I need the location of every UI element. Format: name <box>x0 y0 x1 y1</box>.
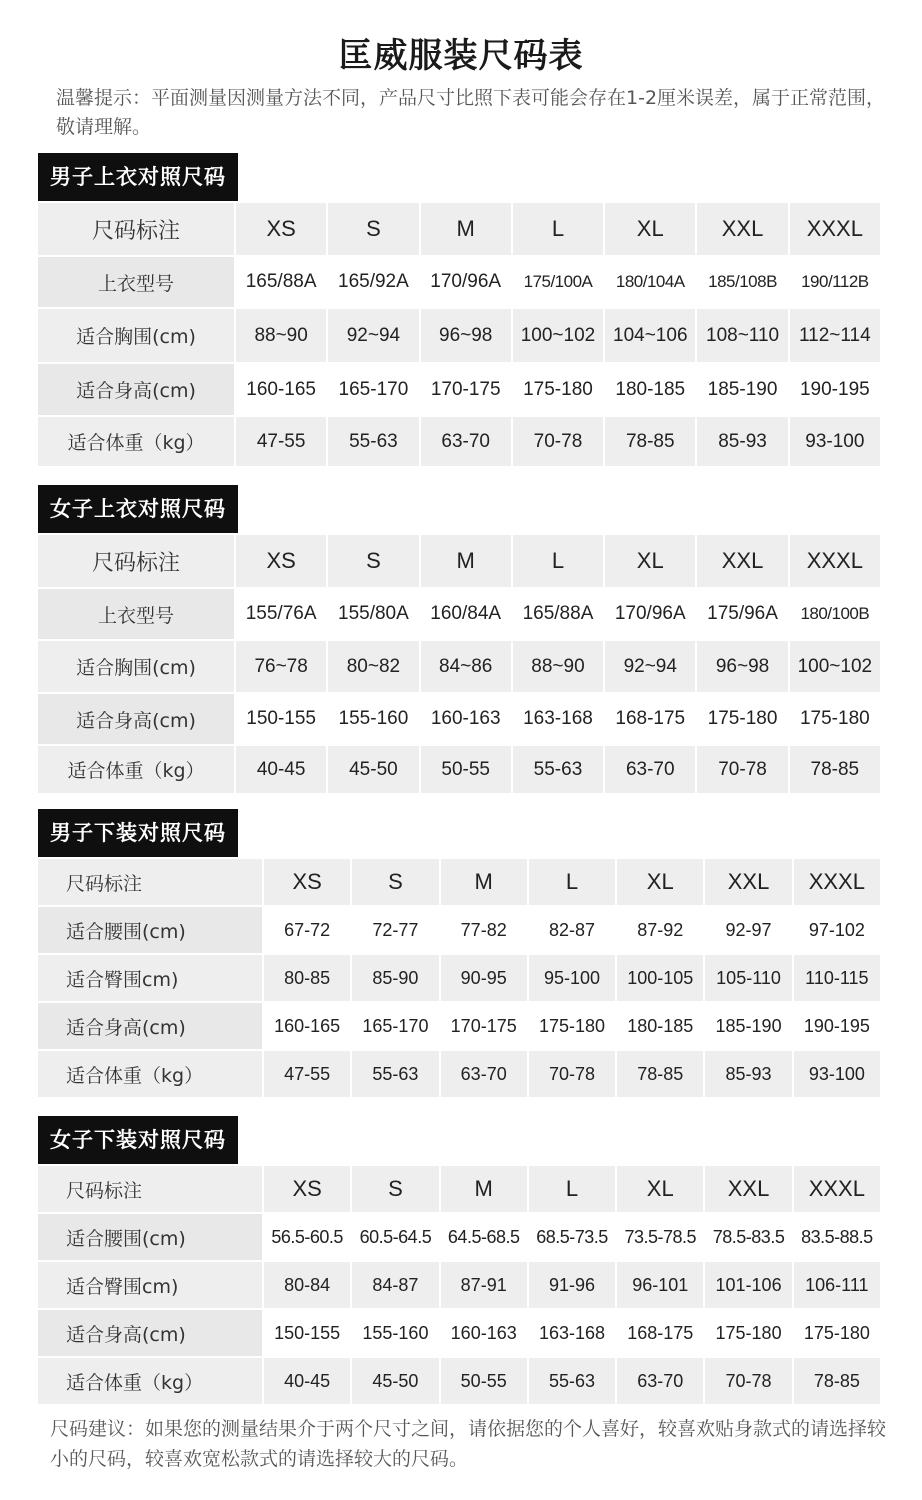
size-code-cell: XS <box>264 1166 350 1212</box>
table-cell: 175-180 <box>697 694 787 744</box>
table-cell: 175/100A <box>513 257 603 307</box>
table-cell: 170-175 <box>441 1003 527 1049</box>
table-cell: 84-87 <box>352 1262 438 1308</box>
size-header-row <box>38 1166 880 1212</box>
size-code-cell: S <box>328 203 418 255</box>
table-cell: 63-70 <box>617 1358 703 1404</box>
table-row <box>38 257 880 307</box>
table-cell: 180-185 <box>617 1003 703 1049</box>
size-code-cell: XXL <box>697 535 787 587</box>
table-cell: 55-63 <box>352 1051 438 1097</box>
row-label: 尺码标注 <box>38 535 234 587</box>
table-cell: 63-70 <box>421 417 511 466</box>
table-cell: 85-93 <box>697 417 787 466</box>
table-cell: 168-175 <box>617 1310 703 1356</box>
size-code-cell: XXL <box>705 859 791 905</box>
size-code-cell: XXXL <box>794 1166 880 1212</box>
size-code-cell: XXXL <box>790 203 880 255</box>
table-cell: 190-195 <box>794 1003 880 1049</box>
size-code-cell: S <box>328 535 418 587</box>
size-code-cell: XL <box>617 1166 703 1212</box>
table-cell: 55-63 <box>328 417 418 466</box>
table-cell: 93-100 <box>794 1051 880 1097</box>
table-cell: 168-175 <box>605 694 695 744</box>
table-cell: 84~86 <box>421 641 511 692</box>
table-cell: 55-63 <box>529 1358 615 1404</box>
row-label: 适合胸围(cm) <box>38 641 234 692</box>
table-row <box>38 1262 880 1308</box>
table-cell: 185/108B <box>697 257 787 307</box>
table-cell: 78-85 <box>794 1358 880 1404</box>
row-label: 适合腰围(cm) <box>38 1214 262 1260</box>
table-cell: 163-168 <box>513 694 603 744</box>
size-header-row <box>38 535 880 587</box>
table-cell: 165/88A <box>236 257 326 307</box>
table-row <box>38 417 880 466</box>
table-cell: 106-111 <box>794 1262 880 1308</box>
womens-bottoms-section <box>38 1116 884 1406</box>
table-cell: 70-78 <box>697 746 787 793</box>
table-row <box>38 1003 880 1049</box>
row-label: 适合胸围(cm) <box>38 309 234 362</box>
table-cell: 40-45 <box>236 746 326 793</box>
section-label: 男子上衣对照尺码 <box>38 153 238 201</box>
table-cell: 170/96A <box>421 257 511 307</box>
table-cell: 155-160 <box>328 694 418 744</box>
table-cell: 160-163 <box>441 1310 527 1356</box>
table-cell: 63-70 <box>441 1051 527 1097</box>
table-cell: 180/104A <box>605 257 695 307</box>
size-code-cell: XXL <box>697 203 787 255</box>
table-cell: 160-165 <box>264 1003 350 1049</box>
table-cell: 175-180 <box>790 694 880 744</box>
table-cell: 72-77 <box>352 907 438 953</box>
table-cell: 190-195 <box>790 364 880 415</box>
table-cell: 50-55 <box>421 746 511 793</box>
table-cell: 67-72 <box>264 907 350 953</box>
size-table <box>36 857 882 1099</box>
table-row <box>38 364 880 415</box>
table-cell: 160-165 <box>236 364 326 415</box>
table-cell: 185-190 <box>697 364 787 415</box>
table-cell: 163-168 <box>529 1310 615 1356</box>
row-label: 适合身高(cm) <box>38 1003 262 1049</box>
table-cell: 160/84A <box>421 589 511 639</box>
table-cell: 93-100 <box>790 417 880 466</box>
table-cell: 40-45 <box>264 1358 350 1404</box>
mens-bottoms-section <box>38 809 884 1099</box>
table-cell: 112~114 <box>790 309 880 362</box>
table-cell: 160-163 <box>421 694 511 744</box>
table-cell: 45-50 <box>352 1358 438 1404</box>
table-row <box>38 694 880 744</box>
table-cell: 96~98 <box>697 641 787 692</box>
table-cell: 180-185 <box>605 364 695 415</box>
table-row <box>38 641 880 692</box>
table-cell: 175/96A <box>697 589 787 639</box>
table-row <box>38 1051 880 1097</box>
table-cell: 100-105 <box>617 955 703 1001</box>
mens-tops-section <box>38 153 884 468</box>
row-label: 上衣型号 <box>38 257 234 307</box>
size-code-cell: M <box>421 203 511 255</box>
size-code-cell: M <box>421 535 511 587</box>
table-cell: 70-78 <box>513 417 603 466</box>
row-label: 适合体重（kg） <box>38 746 234 793</box>
size-header-row <box>38 203 880 255</box>
table-cell: 78-85 <box>790 746 880 793</box>
size-table <box>36 1164 882 1406</box>
table-row <box>38 589 880 639</box>
table-cell: 190/112B <box>790 257 880 307</box>
size-code-cell: XXL <box>705 1166 791 1212</box>
row-label: 适合体重（kg） <box>38 1358 262 1404</box>
size-code-cell: L <box>529 859 615 905</box>
row-label: 适合身高(cm) <box>38 364 234 415</box>
table-cell: 110-115 <box>794 955 880 1001</box>
size-table <box>36 201 882 468</box>
table-cell: 78-85 <box>605 417 695 466</box>
size-code-cell: L <box>529 1166 615 1212</box>
table-cell: 155/80A <box>328 589 418 639</box>
table-cell: 50-55 <box>441 1358 527 1404</box>
section-label: 男子下装对照尺码 <box>38 809 238 857</box>
size-code-cell: M <box>441 1166 527 1212</box>
size-code-cell: XL <box>617 859 703 905</box>
table-cell: 155/76A <box>236 589 326 639</box>
table-cell: 78.5-83.5 <box>705 1214 791 1260</box>
table-cell: 150-155 <box>236 694 326 744</box>
row-label: 适合腰围(cm) <box>38 907 262 953</box>
table-cell: 175-180 <box>794 1310 880 1356</box>
size-code-cell: XS <box>236 203 326 255</box>
table-cell: 175-180 <box>529 1003 615 1049</box>
section-label: 女子上衣对照尺码 <box>38 485 238 533</box>
table-cell: 105-110 <box>705 955 791 1001</box>
table-cell: 101-106 <box>705 1262 791 1308</box>
table-cell: 88~90 <box>236 309 326 362</box>
section-label: 女子下装对照尺码 <box>38 1116 238 1164</box>
table-cell: 100~102 <box>513 309 603 362</box>
row-label: 适合身高(cm) <box>38 1310 262 1356</box>
table-cell: 68.5-73.5 <box>529 1214 615 1260</box>
size-code-cell: L <box>513 203 603 255</box>
table-cell: 63-70 <box>605 746 695 793</box>
row-label: 尺码标注 <box>38 859 262 905</box>
table-cell: 108~110 <box>697 309 787 362</box>
row-label: 适合身高(cm) <box>38 694 234 744</box>
table-cell: 45-50 <box>328 746 418 793</box>
table-cell: 95-100 <box>529 955 615 1001</box>
table-cell: 55-63 <box>513 746 603 793</box>
size-code-cell: XXXL <box>794 859 880 905</box>
page-title: 匡威服装尺码表 <box>338 36 584 76</box>
size-code-cell: L <box>513 535 603 587</box>
table-cell: 47-55 <box>236 417 326 466</box>
size-header-row <box>38 859 880 905</box>
table-cell: 87-91 <box>441 1262 527 1308</box>
size-advice: 尺码建议：如果您的测量结果介于两个尺寸之间，请依据您的个人喜好，较喜欢贴身款式的请选择较小的尺码，较喜欢宽松款式的请选择较大的尺码。 <box>50 1418 887 1470</box>
table-row <box>38 955 880 1001</box>
table-cell: 155-160 <box>352 1310 438 1356</box>
table-cell: 87-92 <box>617 907 703 953</box>
row-label: 尺码标注 <box>38 203 234 255</box>
table-cell: 80-84 <box>264 1262 350 1308</box>
size-code-cell: S <box>352 1166 438 1212</box>
table-cell: 96~98 <box>421 309 511 362</box>
table-cell: 96-101 <box>617 1262 703 1308</box>
table-cell: 64.5-68.5 <box>441 1214 527 1260</box>
table-cell: 70-78 <box>529 1051 615 1097</box>
table-cell: 165/88A <box>513 589 603 639</box>
table-row <box>38 1214 880 1260</box>
row-label: 上衣型号 <box>38 589 234 639</box>
size-code-cell: XS <box>264 859 350 905</box>
table-cell: 165/92A <box>328 257 418 307</box>
table-cell: 70-78 <box>705 1358 791 1404</box>
table-cell: 170-175 <box>421 364 511 415</box>
table-cell: 85-93 <box>705 1051 791 1097</box>
table-cell: 78-85 <box>617 1051 703 1097</box>
table-row <box>38 746 880 793</box>
row-label: 适合体重（kg） <box>38 417 234 466</box>
size-code-cell: XL <box>605 203 695 255</box>
table-cell: 104~106 <box>605 309 695 362</box>
table-cell: 73.5-78.5 <box>617 1214 703 1260</box>
table-row <box>38 907 880 953</box>
size-code-cell: XS <box>236 535 326 587</box>
row-label: 尺码标注 <box>38 1166 262 1212</box>
table-cell: 92~94 <box>328 309 418 362</box>
measurement-tip: 温馨提示：平面测量因测量方法不同，产品尺寸比照下表可能会存在1-2厘米误差，属于正常范围，敬请理解。 <box>56 87 886 138</box>
size-code-cell: M <box>441 859 527 905</box>
table-cell: 82-87 <box>529 907 615 953</box>
table-cell: 180/100B <box>790 589 880 639</box>
table-cell: 60.5-64.5 <box>352 1214 438 1260</box>
table-cell: 100~102 <box>790 641 880 692</box>
table-cell: 92-97 <box>705 907 791 953</box>
table-cell: 80-85 <box>264 955 350 1001</box>
table-cell: 91-96 <box>529 1262 615 1308</box>
table-cell: 150-155 <box>264 1310 350 1356</box>
table-cell: 165-170 <box>328 364 418 415</box>
row-label: 适合臀围cm) <box>38 955 262 1001</box>
table-cell: 175-180 <box>513 364 603 415</box>
table-cell: 92~94 <box>605 641 695 692</box>
table-cell: 47-55 <box>264 1051 350 1097</box>
row-label: 适合体重（kg） <box>38 1051 262 1097</box>
table-cell: 90-95 <box>441 955 527 1001</box>
table-cell: 76~78 <box>236 641 326 692</box>
table-cell: 175-180 <box>705 1310 791 1356</box>
table-cell: 170/96A <box>605 589 695 639</box>
size-table <box>36 533 882 795</box>
table-row <box>38 1310 880 1356</box>
table-cell: 97-102 <box>794 907 880 953</box>
row-label: 适合臀围cm) <box>38 1262 262 1308</box>
table-cell: 85-90 <box>352 955 438 1001</box>
table-cell: 80~82 <box>328 641 418 692</box>
size-code-cell: XL <box>605 535 695 587</box>
table-cell: 185-190 <box>705 1003 791 1049</box>
size-code-cell: S <box>352 859 438 905</box>
table-cell: 83.5-88.5 <box>794 1214 880 1260</box>
table-cell: 77-82 <box>441 907 527 953</box>
womens-tops-section <box>38 485 884 795</box>
table-row <box>38 309 880 362</box>
table-row <box>38 1358 880 1404</box>
table-cell: 56.5-60.5 <box>264 1214 350 1260</box>
table-cell: 165-170 <box>352 1003 438 1049</box>
size-code-cell: XXXL <box>790 535 880 587</box>
table-cell: 88~90 <box>513 641 603 692</box>
